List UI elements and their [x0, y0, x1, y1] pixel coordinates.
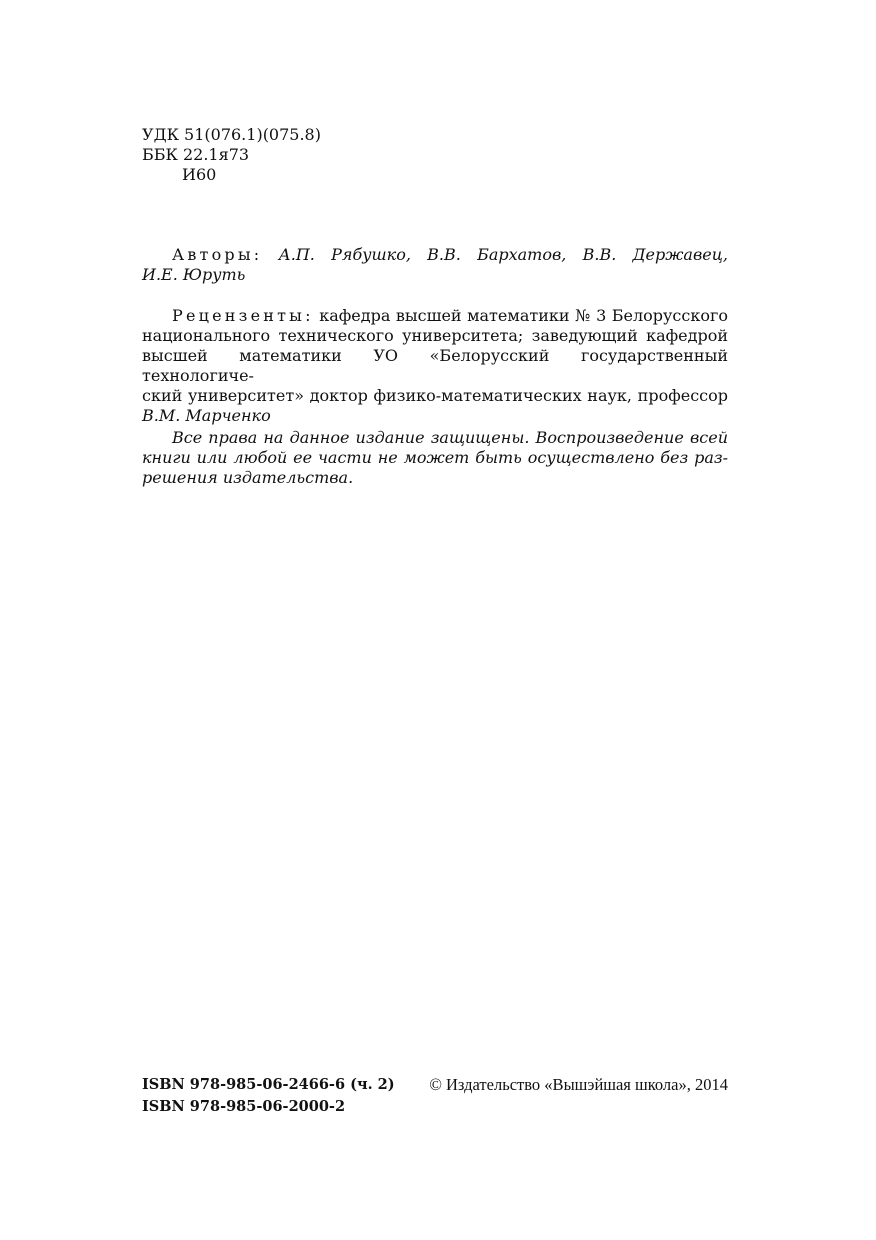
bbk-code: ББК 22.1я73 — [142, 145, 250, 164]
isbn-set: ISBN 978-985-06-2000-2 — [142, 1098, 346, 1115]
classification-codes — [142, 125, 321, 185]
reviewers-text-1: кафедра высшей математики № 3 Белорусского — [319, 306, 728, 325]
rights-notice — [142, 428, 728, 488]
reviewers-block — [142, 306, 728, 426]
authors-names-2: И.Е. Юруть — [142, 265, 246, 284]
reviewers-line-2: национального технического университета; заведующий кафедрой — [142, 326, 728, 345]
rights-line-1: Все права на данное издание защищены. Воспроизведение всей — [172, 428, 728, 447]
isbn-part: ISBN 978-985-06-2466-6 (ч. 2) — [142, 1076, 395, 1093]
isbn-block — [142, 1074, 728, 1118]
authors-line-1 — [142, 245, 728, 265]
reviewers-line-4: ский университет» доктор физико-математических наук, профессор — [142, 386, 728, 405]
reviewers-line-3: высшей математики УО «Белорусский государственный технологиче- — [142, 346, 728, 385]
rights-line-3: решения издательства. — [142, 468, 354, 487]
authors-label: Авторы: — [172, 245, 263, 264]
authors-block — [142, 245, 728, 285]
reviewer-name: В.М. Марченко — [142, 406, 271, 425]
udk-code: УДК 51(076.1)(075.8) — [142, 125, 321, 144]
author-mark: И60 — [182, 165, 217, 184]
reviewers-label: Рецензенты: — [172, 306, 314, 325]
reviewers-line-1 — [142, 306, 728, 326]
authors-names-1: А.П. Рябушко, В.В. Бархатов, В.В. Державец, — [278, 245, 728, 264]
copyright-notice: © Издательство «Вышэйшая школа», 2014 — [429, 1075, 728, 1094]
rights-line-2: книги или любой ее части не может быть осуществлено без раз- — [142, 448, 728, 467]
